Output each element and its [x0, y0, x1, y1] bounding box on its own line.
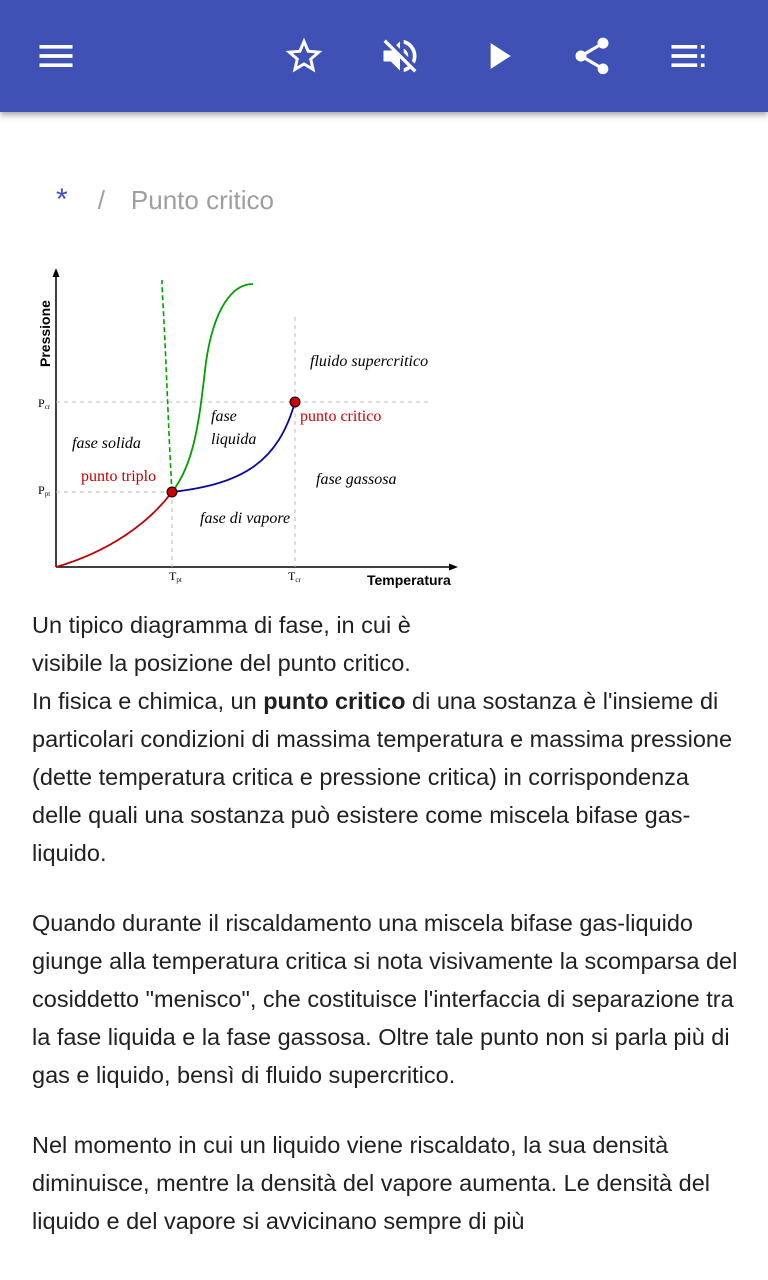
paragraph-text: di una sostanza è l'insieme di particolari condizioni di massima temperatura e massima pressione (dette temperatura critica e pressione critica) in corrispondenza delle quali una sostanza può esistere come miscela bifase gas-liquido.: [32, 688, 733, 866]
share-icon: [570, 34, 614, 78]
y-axis-arrow: [53, 268, 60, 277]
gas-phase-label: fase gassosa: [316, 471, 397, 488]
bold-term: punto critico: [263, 688, 406, 714]
article-paragraph-3: Nel momento in cui un liquido viene riscaldato, la sua densità diminuisce, mentre la densità del vapore aumenta. Le densità del liquido e del vapore si avvicinano sempre di più: [32, 1132, 710, 1234]
x-axis-arrow: [449, 564, 458, 571]
caption-line-1: Un tipico diagramma di fase, in cui è: [32, 612, 411, 638]
breadcrumb-current: Punto critico: [130, 184, 274, 215]
app-bar: [0, 0, 768, 112]
breadcrumb-home-link[interactable]: *: [56, 183, 68, 216]
star-outline-icon: [282, 34, 326, 78]
article-body: [32, 682, 738, 1272]
triple-point-label: punto triplo: [81, 468, 157, 485]
menu-button[interactable]: [28, 28, 84, 84]
breadcrumb: [56, 180, 274, 220]
fusion-curve-anomalous: [162, 280, 172, 492]
menu-icon: [34, 34, 78, 78]
playlist-icon: [666, 34, 710, 78]
mute-button[interactable]: [372, 28, 428, 84]
article-paragraph-1: [32, 682, 738, 872]
supercritical-fluid-label: fluido supercritico: [310, 353, 429, 370]
share-button[interactable]: [564, 28, 620, 84]
play-icon: [476, 34, 520, 78]
sublimation-curve: [56, 492, 172, 567]
t-cr-label: Tcr: [288, 569, 301, 584]
play-button[interactable]: [470, 28, 526, 84]
caption-line-2: visibile la posizione del punto critico.: [32, 650, 411, 676]
article-paragraph-2: Quando durante il riscaldamento una miscela bifase gas-liquido giunge alla temperatura critica si nota visivamente la scomparsa del cosiddetto "menisco", che costituisce l'interfaccia di separazione tra la fase liquida e la fase gassosa. Oltre tale punto non si parla più di gas e liquido, bensì di fluido supercritico.: [32, 910, 738, 1088]
y-axis-label: Pressione: [37, 300, 53, 367]
p-pt-label: Ppt: [38, 483, 51, 498]
critical-point-marker: [290, 397, 300, 407]
paragraph-text: In fisica e chimica, un: [32, 688, 264, 714]
triple-point-marker: [167, 487, 177, 497]
p-cr-label: Pcr: [38, 396, 51, 411]
t-pt-label: Tpt: [169, 569, 182, 584]
fusion-curve: [172, 284, 253, 492]
figure-caption: [32, 606, 472, 682]
vapor-phase-label: fase di vapore: [200, 510, 291, 527]
solid-phase-label: fase solida: [72, 435, 141, 452]
liquid-phase-label-1: fase: [211, 408, 237, 425]
bookmark-button[interactable]: [276, 28, 332, 84]
critical-point-label: punto critico: [300, 408, 382, 425]
phase-diagram-image[interactable]: [28, 262, 468, 592]
breadcrumb-separator: /: [97, 184, 105, 215]
volume-off-icon: [378, 34, 422, 78]
x-axis-label: Temperatura: [367, 572, 451, 588]
liquid-phase-label-2: liquida: [211, 431, 257, 448]
contents-button[interactable]: [660, 28, 716, 84]
